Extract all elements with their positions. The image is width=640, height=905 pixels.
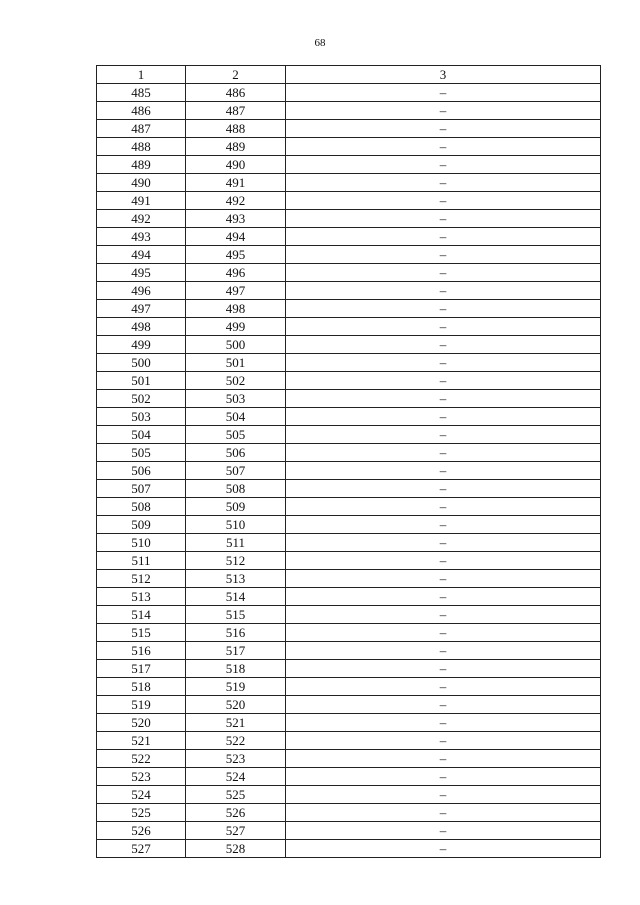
cell-col-1: 522 [97,750,186,768]
cell-col-3: – [286,120,601,138]
cell-col-3: – [286,390,601,408]
cell-col-1: 524 [97,786,186,804]
page-number: 68 [314,37,326,49]
cell-col-3: – [286,138,601,156]
table-row [97,426,601,444]
cell-col-1: 520 [97,714,186,732]
cell-col-2: 500 [186,336,286,354]
table-row [97,840,601,858]
cell-col-1: 498 [97,318,186,336]
table-row [97,822,601,840]
column-header-3: 3 [286,66,601,84]
cell-col-3: – [286,408,601,426]
table-row [97,228,601,246]
cell-col-3: – [286,678,601,696]
cell-col-3: – [286,660,601,678]
table-row [97,588,601,606]
cell-col-1: 487 [97,120,186,138]
cell-col-1: 505 [97,444,186,462]
cell-col-1: 526 [97,822,186,840]
table-row [97,768,601,786]
cell-col-3: – [286,462,601,480]
cell-col-2: 511 [186,534,286,552]
table-row [97,300,601,318]
cell-col-1: 492 [97,210,186,228]
cell-col-2: 510 [186,516,286,534]
table-row [97,678,601,696]
cell-col-2: 508 [186,480,286,498]
cell-col-1: 501 [97,372,186,390]
cell-col-2: 514 [186,588,286,606]
cell-col-1: 493 [97,228,186,246]
table-row [97,660,601,678]
data-table [96,65,601,858]
cell-col-2: 504 [186,408,286,426]
table-row [97,750,601,768]
cell-col-3: – [286,192,601,210]
cell-col-3: – [286,354,601,372]
table-row [97,696,601,714]
cell-col-2: 523 [186,750,286,768]
cell-col-1: 511 [97,552,186,570]
cell-col-2: 495 [186,246,286,264]
cell-col-3: – [286,732,601,750]
cell-col-1: 503 [97,408,186,426]
table-row [97,624,601,642]
table-header-row [97,66,601,84]
cell-col-1: 504 [97,426,186,444]
cell-col-3: – [286,624,601,642]
column-header-2: 2 [186,66,286,84]
cell-col-3: – [286,804,601,822]
cell-col-1: 485 [97,84,186,102]
cell-col-1: 506 [97,462,186,480]
cell-col-2: 505 [186,426,286,444]
cell-col-1: 494 [97,246,186,264]
table-row [97,156,601,174]
cell-col-3: – [286,282,601,300]
cell-col-1: 527 [97,840,186,858]
cell-col-1: 521 [97,732,186,750]
cell-col-3: – [286,246,601,264]
table-row [97,354,601,372]
cell-col-3: – [286,588,601,606]
table-row [97,462,601,480]
cell-col-1: 495 [97,264,186,282]
cell-col-1: 512 [97,570,186,588]
cell-col-3: – [286,822,601,840]
cell-col-2: 516 [186,624,286,642]
cell-col-3: – [286,534,601,552]
table-row [97,192,601,210]
cell-col-2: 518 [186,660,286,678]
cell-col-3: – [286,552,601,570]
cell-col-3: – [286,174,601,192]
cell-col-3: – [286,318,601,336]
cell-col-2: 503 [186,390,286,408]
cell-col-1: 510 [97,534,186,552]
cell-col-2: 490 [186,156,286,174]
table-row [97,606,601,624]
cell-col-1: 489 [97,156,186,174]
cell-col-1: 517 [97,660,186,678]
table-row [97,102,601,120]
cell-col-1: 497 [97,300,186,318]
table-row [97,570,601,588]
cell-col-2: 487 [186,102,286,120]
table-row [97,174,601,192]
cell-col-2: 515 [186,606,286,624]
cell-col-3: – [286,840,601,858]
table-row [97,318,601,336]
cell-col-2: 493 [186,210,286,228]
column-header-1: 1 [97,66,186,84]
cell-col-1: 496 [97,282,186,300]
table-row [97,516,601,534]
cell-col-3: – [286,498,601,516]
cell-col-3: – [286,210,601,228]
table-row [97,714,601,732]
table-row [97,390,601,408]
cell-col-3: – [286,714,601,732]
cell-col-2: 512 [186,552,286,570]
cell-col-2: 497 [186,282,286,300]
table-row [97,498,601,516]
table-row [97,732,601,750]
cell-col-2: 496 [186,264,286,282]
cell-col-2: 522 [186,732,286,750]
cell-col-2: 494 [186,228,286,246]
cell-col-2: 513 [186,570,286,588]
cell-col-2: 528 [186,840,286,858]
cell-col-2: 509 [186,498,286,516]
cell-col-2: 526 [186,804,286,822]
cell-col-2: 488 [186,120,286,138]
table-row [97,444,601,462]
table-row [97,120,601,138]
cell-col-3: – [286,786,601,804]
table-row [97,282,601,300]
cell-col-2: 502 [186,372,286,390]
table-row [97,786,601,804]
cell-col-2: 499 [186,318,286,336]
cell-col-2: 498 [186,300,286,318]
cell-col-3: – [286,606,601,624]
cell-col-3: – [286,642,601,660]
cell-col-2: 524 [186,768,286,786]
cell-col-3: – [286,480,601,498]
cell-col-3: – [286,516,601,534]
cell-col-2: 519 [186,678,286,696]
table-row [97,138,601,156]
cell-col-3: – [286,300,601,318]
table-row [97,84,601,102]
cell-col-1: 502 [97,390,186,408]
cell-col-2: 527 [186,822,286,840]
cell-col-2: 521 [186,714,286,732]
table-row [97,408,601,426]
cell-col-2: 525 [186,786,286,804]
cell-col-1: 523 [97,768,186,786]
cell-col-2: 517 [186,642,286,660]
cell-col-3: – [286,426,601,444]
cell-col-3: – [286,750,601,768]
table-row [97,264,601,282]
table-row [97,480,601,498]
cell-col-1: 507 [97,480,186,498]
cell-col-1: 508 [97,498,186,516]
table-row [97,552,601,570]
table-row [97,372,601,390]
cell-col-1: 500 [97,354,186,372]
cell-col-3: – [286,336,601,354]
cell-col-2: 507 [186,462,286,480]
table-row [97,642,601,660]
cell-col-1: 516 [97,642,186,660]
table-row [97,804,601,822]
table-row [97,336,601,354]
table-row [97,534,601,552]
cell-col-1: 490 [97,174,186,192]
cell-col-2: 492 [186,192,286,210]
cell-col-1: 486 [97,102,186,120]
cell-col-1: 488 [97,138,186,156]
cell-col-1: 518 [97,678,186,696]
cell-col-3: – [286,84,601,102]
cell-col-1: 525 [97,804,186,822]
cell-col-3: – [286,768,601,786]
cell-col-1: 499 [97,336,186,354]
cell-col-3: – [286,372,601,390]
cell-col-2: 520 [186,696,286,714]
cell-col-3: – [286,696,601,714]
cell-col-3: – [286,570,601,588]
cell-col-3: – [286,444,601,462]
cell-col-1: 491 [97,192,186,210]
cell-col-2: 486 [186,84,286,102]
table-row [97,210,601,228]
cell-col-3: – [286,264,601,282]
cell-col-2: 506 [186,444,286,462]
cell-col-1: 513 [97,588,186,606]
cell-col-2: 489 [186,138,286,156]
cell-col-2: 491 [186,174,286,192]
table-body [97,84,601,858]
cell-col-1: 519 [97,696,186,714]
cell-col-2: 501 [186,354,286,372]
cell-col-1: 509 [97,516,186,534]
cell-col-3: – [286,156,601,174]
cell-col-3: – [286,228,601,246]
cell-col-1: 514 [97,606,186,624]
cell-col-1: 515 [97,624,186,642]
table-row [97,246,601,264]
cell-col-3: – [286,102,601,120]
